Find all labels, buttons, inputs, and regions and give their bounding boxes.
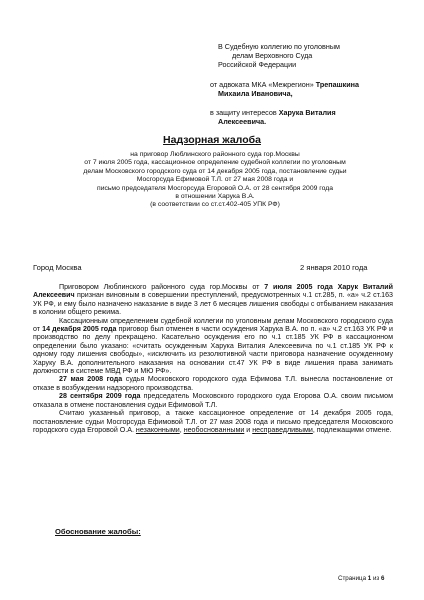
defendant-name-cont: Алексеевича. (218, 117, 267, 126)
document-title: Надзорная жалоба (163, 134, 261, 146)
recipient-line: В Судебную коллегию по уголовным (218, 42, 340, 51)
text-run-underlined: несправедливыми (252, 425, 313, 434)
paragraph-verdict (33, 283, 393, 317)
recipient-block (218, 42, 340, 69)
text-run: и (244, 425, 253, 434)
page-counter-prefix: Страница (338, 575, 368, 582)
document-place: Город Москва (33, 263, 82, 272)
text-run: Кассационным определением судебной коллегии по уголовным делам Московского городского суда от (33, 316, 393, 334)
subtitle-line: делам Московского городского суда от 14 декабря 2005 года, постановление судьи (83, 167, 347, 175)
subtitle-line: на приговор Люблинского районного суда гор.Москвы (130, 151, 300, 158)
text-run: Считаю указанный приговор, а также кассационное определение от 14 декабря 2005 года, постановление судьи Мосгорсуда Ефимовой Т.Л. от 27 мая 2008 года и письмо председателя Московского городского суда Егоровой О.А. (33, 409, 393, 434)
text-run: , подлежащими отмене. (312, 425, 392, 434)
text-run-bold: 7 июля 2005 года Харук Виталий Алексеевич (33, 283, 393, 300)
document-date: 2 января 2010 года (300, 263, 368, 272)
text-run: , (179, 425, 184, 434)
sender-block (210, 80, 359, 98)
paragraph-refusal (33, 375, 393, 392)
paragraph-chairman-letter (33, 392, 393, 409)
page-current: 1 (367, 575, 372, 582)
recipient-line: Российской Федерации (218, 60, 297, 69)
text-run-bold: 27 мая 2008 года (59, 375, 123, 384)
text-run-underlined: незаконными (135, 425, 180, 434)
text-run: признан виновным в совершении преступлений, предусмотренных ч.1 ст.285, п. «а» ч.2 ст.163 УК РФ, и ему было назначено наказание в виде 3 лет 6 месяцев лишения свободы с отбыванием наказания в колонии общего режима. (33, 291, 393, 317)
subtitle-line: (в соответствии со ст.ст.402-405 УПК РФ) (150, 201, 280, 209)
subtitle-line: в отношении Харука В.А. (175, 193, 255, 201)
text-run: судья Московского городского суда Ефимова Т.Л. вынесла постановление от отказе в возбуждении надзорного производства. (33, 375, 393, 392)
section-heading: Обоснование жалобы: (55, 527, 141, 536)
defense-prefix: в защиту интересов (210, 108, 277, 117)
subtitle-line: письмо председателя Мосгорсуда Егоровой О.А. от 28 сентября 2009 года (97, 184, 333, 192)
paragraph-claim (33, 409, 393, 434)
page-counter (338, 575, 384, 582)
text-run-underlined: необоснованными (183, 425, 245, 434)
text-run: Приговором Люблинского районного суда гор.Москвы от (59, 283, 265, 291)
sender-surname: Трепашкина (315, 80, 359, 89)
text-run-bold: 14 декабря 2005 года (42, 325, 117, 334)
text-run: приговор был отменен в части осуждения Харука В.А. по п. «а» ч.2 ст.163 УК РФ и производство по делу прекращено. Касательно осуждения его по ч.1 ст.185 УК РФ в кассационном определении было указано: «считать осужденным Харука Виталия Алексеевича по ч.1 ст.185 УК РФ к одному году лишения свободы», «исключить из резолютивной части приговора назначение осужденному Харуку В.А. дополнительного наказания на основании ст.47 УК РФ в виде лишения права занимать должности в системе МВД РФ и МЮ РФ». (33, 325, 393, 376)
recipient-line: делам Верховного Суда (232, 51, 313, 60)
page-total: 6 (380, 575, 385, 582)
subtitle-line: от 7 июля 2005 года, кассационное определение судебной коллегии по уголовным (84, 159, 346, 167)
document-subtitle (80, 151, 350, 210)
page-counter-sep: из (371, 575, 381, 582)
text-run: председатель Московского городского суда Егорова О.А. своим письмом отказала в отмене постановления судьи Ефимовой Т.Л. (33, 392, 393, 409)
text-run-bold: 28 сентября 2009 года (59, 392, 141, 401)
subtitle-line: Мосгорсуда Ефимовой Т.Л. от 27 мая 2008 года и (136, 176, 294, 184)
paragraph-cassation (33, 317, 393, 376)
sender-prefix: от адвоката МКА «Межрегион» (210, 80, 314, 89)
defendant-name: Харука Виталия (278, 108, 336, 117)
sender-name: Михаила Ивановича, (218, 89, 293, 98)
defense-block (210, 108, 336, 126)
document-body (33, 283, 393, 434)
